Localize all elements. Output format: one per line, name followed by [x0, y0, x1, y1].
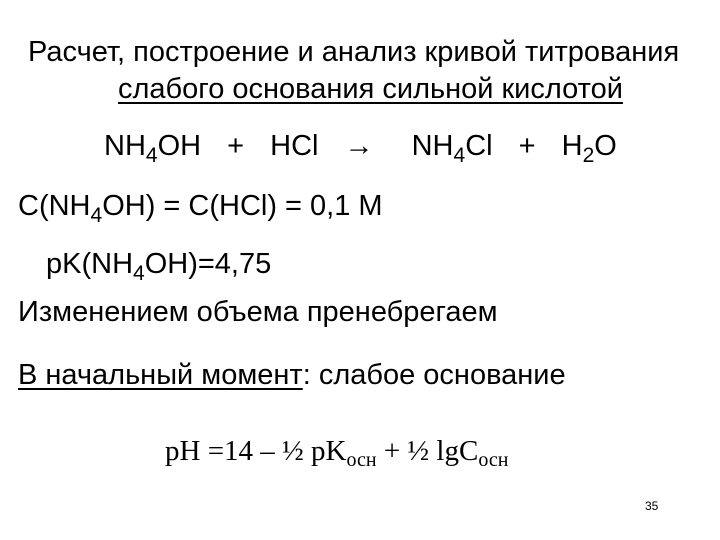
slide-title-line2: слабого основания сильной кислотой — [118, 73, 623, 105]
plus-sign: + — [518, 130, 536, 162]
reaction-equation — [104, 130, 617, 167]
page-number: 35 — [645, 499, 659, 513]
reactant-base: $NH_4OH$ — [104, 130, 202, 167]
pk-line: $pK(NH_4OH)=4,75$ — [46, 248, 272, 285]
reactant-acid: HCl — [270, 130, 319, 162]
initial-moment-desc: : слабое основание — [302, 359, 566, 391]
initial-moment-label: В начальный момент — [18, 359, 303, 391]
concentration-line: $C(NH_4OH) = C(HCl) = 0,1$ M — [18, 190, 383, 227]
ph-formula: pH =14 – ½ $pK_{осн}$ + ½ lgC$_{осн}$ — [165, 435, 509, 471]
reaction-arrow-icon: → — [344, 130, 374, 162]
product-water: $H_2O$ — [561, 130, 617, 167]
slide-title-line1: Расчет, построение и анализ кривой титрования — [28, 36, 680, 68]
volume-neglect-text: Изменением объема пренебрегаем — [18, 296, 498, 328]
plus-sign: + — [227, 130, 245, 162]
product-salt: $NH_4Cl$ — [411, 130, 493, 167]
initial-moment-line — [18, 361, 566, 390]
